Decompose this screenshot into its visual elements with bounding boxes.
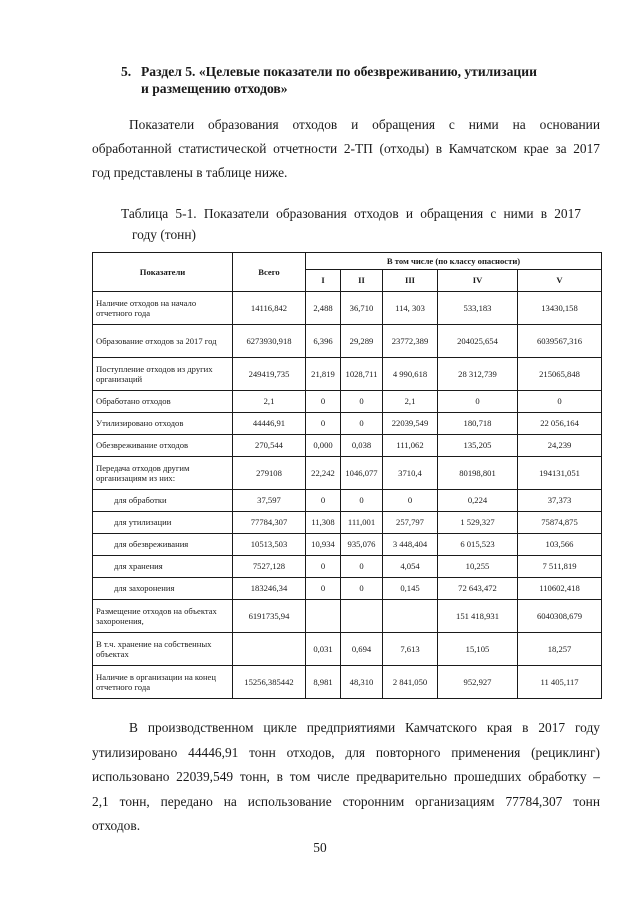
table-row	[93, 413, 602, 435]
row-label: Размещение отходов на объектах захоронения,	[93, 600, 233, 633]
outro-paragraph	[92, 716, 600, 839]
cell-class-4: 28 312,739	[438, 358, 518, 391]
cell-class-5: 6039567,316	[518, 325, 602, 358]
table-row	[93, 325, 602, 358]
cell-total: 270,544	[233, 435, 306, 457]
cell-class-2: 0	[341, 556, 383, 578]
cell-class-5: 0	[518, 391, 602, 413]
cell-class-3: 114, 303	[383, 292, 438, 325]
cell-class-4: 72 643,472	[438, 578, 518, 600]
cell-class-5: 103,566	[518, 534, 602, 556]
cell-total: 44446,91	[233, 413, 306, 435]
cell-class-3: 23772,389	[383, 325, 438, 358]
row-label: для захоронения	[93, 578, 233, 600]
row-label: для утилизации	[93, 512, 233, 534]
section-heading	[121, 63, 581, 97]
cell-class-3: 3 448,404	[383, 534, 438, 556]
cell-class-3: 4 990,618	[383, 358, 438, 391]
outro-line: утилизировано 44446,91 тонн отходов, для повторного применения (рециклинг)	[92, 744, 600, 760]
cell-class-5: 110602,418	[518, 578, 602, 600]
cell-class-4: 533,183	[438, 292, 518, 325]
cell-total: 183246,34	[233, 578, 306, 600]
row-label: Передача отходов другим организациям из них:	[93, 457, 233, 490]
cell-class-3: 7,613	[383, 633, 438, 666]
cell-class-5: 6040308,679	[518, 600, 602, 633]
cell-class-2: 0	[341, 578, 383, 600]
cell-class-2: 935,076	[341, 534, 383, 556]
header-class-1: I	[306, 270, 341, 292]
cell-total: 37,597	[233, 490, 306, 512]
cell-class-1: 6,396	[306, 325, 341, 358]
cell-class-4: 10,255	[438, 556, 518, 578]
row-label: Обработано отходов	[93, 391, 233, 413]
cell-class-1: 0	[306, 490, 341, 512]
cell-class-4: 1 529,327	[438, 512, 518, 534]
row-label: В т.ч. хранение на собственных объектах	[93, 633, 233, 666]
table-row	[93, 391, 602, 413]
cell-class-1: 22,242	[306, 457, 341, 490]
intro-line: год представлены в таблице ниже.	[92, 165, 288, 180]
table-row	[93, 556, 602, 578]
table-row	[93, 633, 602, 666]
table-row	[93, 490, 602, 512]
cell-class-3: 2,1	[383, 391, 438, 413]
cell-class-1: 11,308	[306, 512, 341, 534]
cell-class-1	[306, 600, 341, 633]
cell-class-2: 1046,077	[341, 457, 383, 490]
cell-total: 15256,385442	[233, 666, 306, 699]
intro-line: Показатели образования отходов и обращения с ними на основании	[129, 117, 600, 132]
cell-total: 10513,503	[233, 534, 306, 556]
cell-class-3: 257,797	[383, 512, 438, 534]
table-row	[93, 512, 602, 534]
cell-class-3: 22039,549	[383, 413, 438, 435]
cell-class-2: 0	[341, 490, 383, 512]
cell-class-4: 180,718	[438, 413, 518, 435]
section-title-line1: Раздел 5. «Целевые показатели по обезвреживанию, утилизации	[141, 64, 537, 79]
cell-class-4: 6 015,523	[438, 534, 518, 556]
cell-class-1: 0	[306, 556, 341, 578]
intro-line: обработанной статистической отчетности 2-ТП (отходы) в Камчатском крае за 2017	[92, 141, 600, 156]
cell-class-2: 36,710	[341, 292, 383, 325]
cell-total: 279108	[233, 457, 306, 490]
cell-class-3	[383, 600, 438, 633]
cell-class-1: 21,819	[306, 358, 341, 391]
row-label: Утилизировано отходов	[93, 413, 233, 435]
cell-class-4: 952,927	[438, 666, 518, 699]
cell-class-5: 22 056,164	[518, 413, 602, 435]
cell-total	[233, 633, 306, 666]
cell-total: 77784,307	[233, 512, 306, 534]
table-row	[93, 666, 602, 699]
cell-total: 249419,735	[233, 358, 306, 391]
cell-class-5: 75874,875	[518, 512, 602, 534]
intro-paragraph	[92, 113, 600, 185]
cell-class-5: 24,239	[518, 435, 602, 457]
row-label: Наличие в организации на конец отчетного года	[93, 666, 233, 699]
header-class-3: III	[383, 270, 438, 292]
cell-class-1: 0,031	[306, 633, 341, 666]
cell-class-3: 3710,4	[383, 457, 438, 490]
table-row	[93, 534, 602, 556]
row-label: Образование отходов за 2017 год	[93, 325, 233, 358]
cell-class-4: 0	[438, 391, 518, 413]
cell-class-1: 0	[306, 413, 341, 435]
cell-class-2	[341, 600, 383, 633]
row-label: Поступление отходов из других организаций	[93, 358, 233, 391]
cell-class-4: 135,205	[438, 435, 518, 457]
cell-class-2: 0	[341, 413, 383, 435]
table-caption-line1: Таблица 5-1. Показатели образования отходов и обращения с ними в 2017	[121, 206, 581, 221]
cell-class-1: 10,934	[306, 534, 341, 556]
cell-class-2: 0,038	[341, 435, 383, 457]
cell-class-5: 13430,158	[518, 292, 602, 325]
cell-class-2: 0,694	[341, 633, 383, 666]
cell-class-4: 151 418,931	[438, 600, 518, 633]
cell-class-3: 111,062	[383, 435, 438, 457]
cell-class-1: 2,488	[306, 292, 341, 325]
cell-class-3: 2 841,050	[383, 666, 438, 699]
cell-total: 6273930,918	[233, 325, 306, 358]
header-class-5: V	[518, 270, 602, 292]
row-label: Обезвреживание отходов	[93, 435, 233, 457]
header-class-2: II	[341, 270, 383, 292]
cell-class-1: 0	[306, 578, 341, 600]
cell-class-4: 204025,654	[438, 325, 518, 358]
cell-class-2: 111,001	[341, 512, 383, 534]
cell-class-1: 0	[306, 391, 341, 413]
cell-class-3: 0,145	[383, 578, 438, 600]
cell-total: 14116,842	[233, 292, 306, 325]
cell-class-1: 8,981	[306, 666, 341, 699]
row-label: для хранения	[93, 556, 233, 578]
table-row	[93, 578, 602, 600]
cell-class-5: 215065,848	[518, 358, 602, 391]
cell-class-5: 11 405,117	[518, 666, 602, 699]
waste-indicators-table	[92, 252, 602, 699]
outro-line: отходов.	[92, 818, 141, 833]
row-label: Наличие отходов на начало отчетного года	[93, 292, 233, 325]
table-caption	[121, 203, 581, 245]
header-hazard-class-group: В том числе (по классу опасности)	[306, 253, 602, 270]
cell-class-1: 0,000	[306, 435, 341, 457]
cell-class-5: 18,257	[518, 633, 602, 666]
cell-class-5: 37,373	[518, 490, 602, 512]
section-title-line2: и размещению отходов»	[141, 81, 288, 96]
table-row	[93, 358, 602, 391]
outro-line: использовано 22039,549 тонн, в том числе предварительно прошедших обработку –	[92, 769, 600, 784]
table-row	[93, 457, 602, 490]
cell-class-4: 80198,801	[438, 457, 518, 490]
section-number: 5.	[121, 64, 132, 79]
outro-line: 2,1 тонн, передано на использование сторонним организациям 77784,307 тонн	[92, 793, 600, 809]
table-row	[93, 600, 602, 633]
cell-total: 7527,128	[233, 556, 306, 578]
cell-class-5: 194131,051	[518, 457, 602, 490]
cell-class-5: 7 511,819	[518, 556, 602, 578]
cell-class-4: 0,224	[438, 490, 518, 512]
header-class-4: IV	[438, 270, 518, 292]
cell-class-4: 15,105	[438, 633, 518, 666]
cell-class-3: 0	[383, 490, 438, 512]
header-indicator: Показатели	[93, 253, 233, 292]
cell-class-3: 4,054	[383, 556, 438, 578]
table-caption-line2: году (тонн)	[132, 227, 196, 242]
outro-line: В производственном цикле предприятиями Камчатского края в 2017 году	[129, 720, 600, 735]
table-row	[93, 435, 602, 457]
cell-total: 2,1	[233, 391, 306, 413]
cell-total: 6191735,94	[233, 600, 306, 633]
row-label: для обработки	[93, 490, 233, 512]
header-total: Всего	[233, 253, 306, 292]
table-row	[93, 292, 602, 325]
cell-class-2: 29,289	[341, 325, 383, 358]
page-number: 50	[313, 840, 327, 855]
cell-class-2: 1028,711	[341, 358, 383, 391]
cell-class-2: 48,310	[341, 666, 383, 699]
cell-class-2: 0	[341, 391, 383, 413]
row-label: для обезвреживания	[93, 534, 233, 556]
